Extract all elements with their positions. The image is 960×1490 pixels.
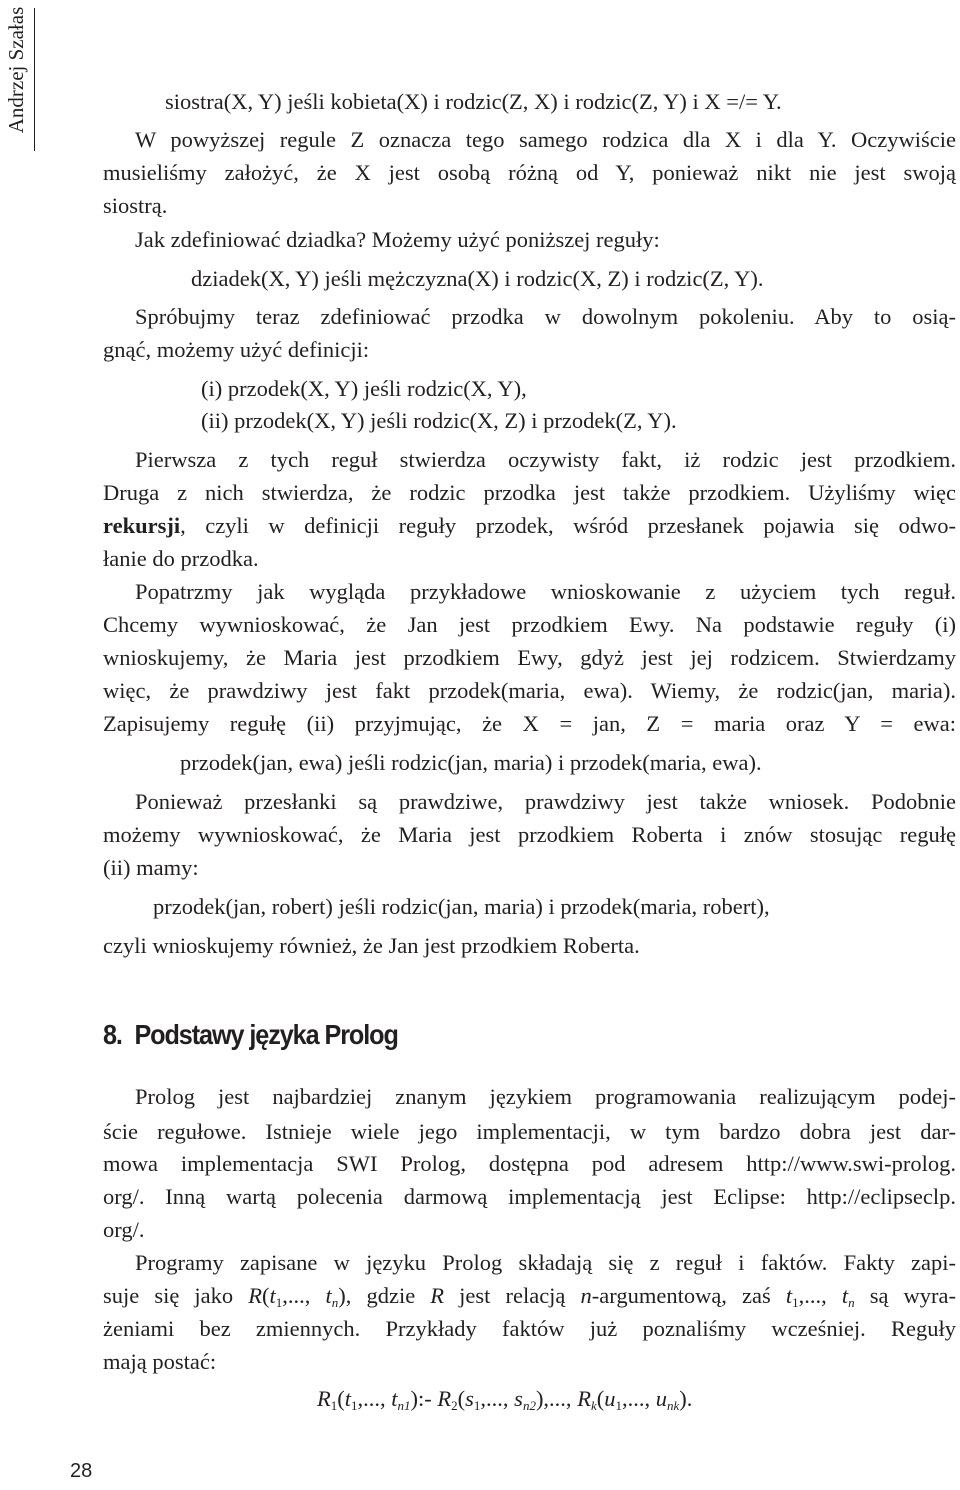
text-line: (ii) mamy:	[103, 855, 199, 880]
derived-rule: przodek(jan, robert) jeśli rodzic(jan, maria) i przodek(maria, robert),	[153, 894, 770, 919]
text-line: W powyższej regule Z oznacza tego samego rodzica dla X i dla Y. Oczywiście	[135, 127, 956, 152]
text-line: Ponieważ przesłanki są prawdziwe, prawdziwy jest także wniosek. Podobnie	[135, 789, 956, 814]
text-line: łanie do przodka.	[103, 546, 259, 571]
author-name: Andrzej Szałas	[4, 6, 28, 134]
section-number: 8.	[103, 1019, 122, 1050]
text-line: Zapisujemy regułę (ii) przyjmując, że X = jan, Z = maria oraz Y = ewa:	[103, 711, 956, 736]
running-header	[0, 0, 34, 152]
term-rekursji: rekursji	[103, 513, 181, 538]
rule-przodek-1: (i) przodek(X, Y) jeśli rodzic(X, Y),	[201, 376, 527, 401]
text-line: gnąć, możemy użyć definicji:	[103, 337, 370, 362]
text-line: wnioskujemy, że Maria jest przodkiem Ewy, gdyż jest jej rodzicem. Stwierdzamy	[103, 645, 956, 670]
text-line: mowa implementacja SWI Prolog, dostępna pod adresem http://www.swi-prolog.	[103, 1151, 956, 1176]
text-line: musieliśmy założyć, że X jest osobą różną od Y, ponieważ nikt nie jest swoją	[103, 160, 956, 185]
rule-form-formula: $R_1(t_1$,..., $t_{n1}):-$ $R_2(s_1$,..., $s_{n2}$),..., $R_k(u_1$,..., $u_{nk}$).	[317, 1386, 693, 1413]
text-line: możemy wywnioskować, że Maria jest przodkiem Roberta i znów stosując regułę	[103, 822, 956, 847]
text-line: czyli wnioskujemy również, że Jan jest przodkiem Roberta.	[103, 933, 640, 958]
text-line: Programy zapisane w języku Prolog składają się z reguł i faktów. Fakty zapi-	[135, 1250, 956, 1275]
text-line: suje się jako $R(t_1$,..., $t_n$), gdzie R jest relacją n-argumentową, zaś $t_1$,..., $t_n$ są wyra-	[103, 1283, 957, 1310]
text-line: rekursji, czyli w definicji reguły przodek, wśród przesłanek pojawia się odwo-	[103, 513, 956, 538]
text-line: Spróbujmy teraz zdefiniować przodka w dowolnym pokoleniu. Aby to osią-	[135, 304, 956, 329]
text-line: org/. Inną wartą polecenia darmową implementacją jest Eclipse: http://eclipseclp.	[103, 1184, 956, 1209]
rule-siostra: siostra(X, Y) jeśli kobieta(X) i rodzic(Z, X) i rodzic(Z, Y) i X =/= Y.	[165, 89, 782, 114]
text-line: ście regułowe. Istnieje wiele jego implementacji, w tym bardzo dobra jest dar-	[103, 1119, 956, 1144]
text-line: Jak zdefiniować dziadka? Możemy użyć poniższej reguły:	[135, 227, 660, 252]
text-line: org/.	[103, 1217, 145, 1242]
header-rule	[34, 8, 35, 151]
text-line: mają postać:	[103, 1349, 217, 1374]
section-heading	[103, 1015, 398, 1055]
text-line: więc, że prawdziwy jest fakt przodek(maria, ewa). Wiemy, że rodzic(jan, maria).	[103, 678, 956, 703]
rule-dziadek: dziadek(X, Y) jeśli mężczyzna(X) i rodzic(X, Z) i rodzic(Z, Y).	[191, 266, 764, 291]
rule-przodek-2: (ii) przodek(X, Y) jeśli rodzic(X, Z) i przodek(Z, Y).	[201, 408, 677, 433]
text-line: Druga z nich stwierdza, że rodzic przodka jest także przodkiem. Użyliśmy więc	[103, 480, 956, 505]
section-title: Podstawy języka Prolog	[134, 1019, 398, 1050]
text-line: Pierwsza z tych reguł stwierdza oczywisty fakt, iż rodzic jest przodkiem.	[135, 447, 956, 472]
text-line: żeniami bez zmiennych. Przykłady faktów już poznaliśmy wcześniej. Reguły	[103, 1316, 956, 1341]
derived-rule: przodek(jan, ewa) jeśli rodzic(jan, maria) i przodek(maria, ewa).	[180, 750, 762, 775]
text-line: Chcemy wywnioskować, że Jan jest przodkiem Ewy. Na podstawie reguły (i)	[103, 612, 956, 637]
text-line: Popatrzmy jak wygląda przykładowe wnioskowanie z użyciem tych reguł.	[135, 579, 956, 604]
page-number: 28	[70, 1460, 93, 1482]
text-line: siostrą.	[103, 193, 168, 218]
text-line: Prolog jest najbardziej znanym językiem programowania realizującym podej-	[135, 1084, 956, 1109]
